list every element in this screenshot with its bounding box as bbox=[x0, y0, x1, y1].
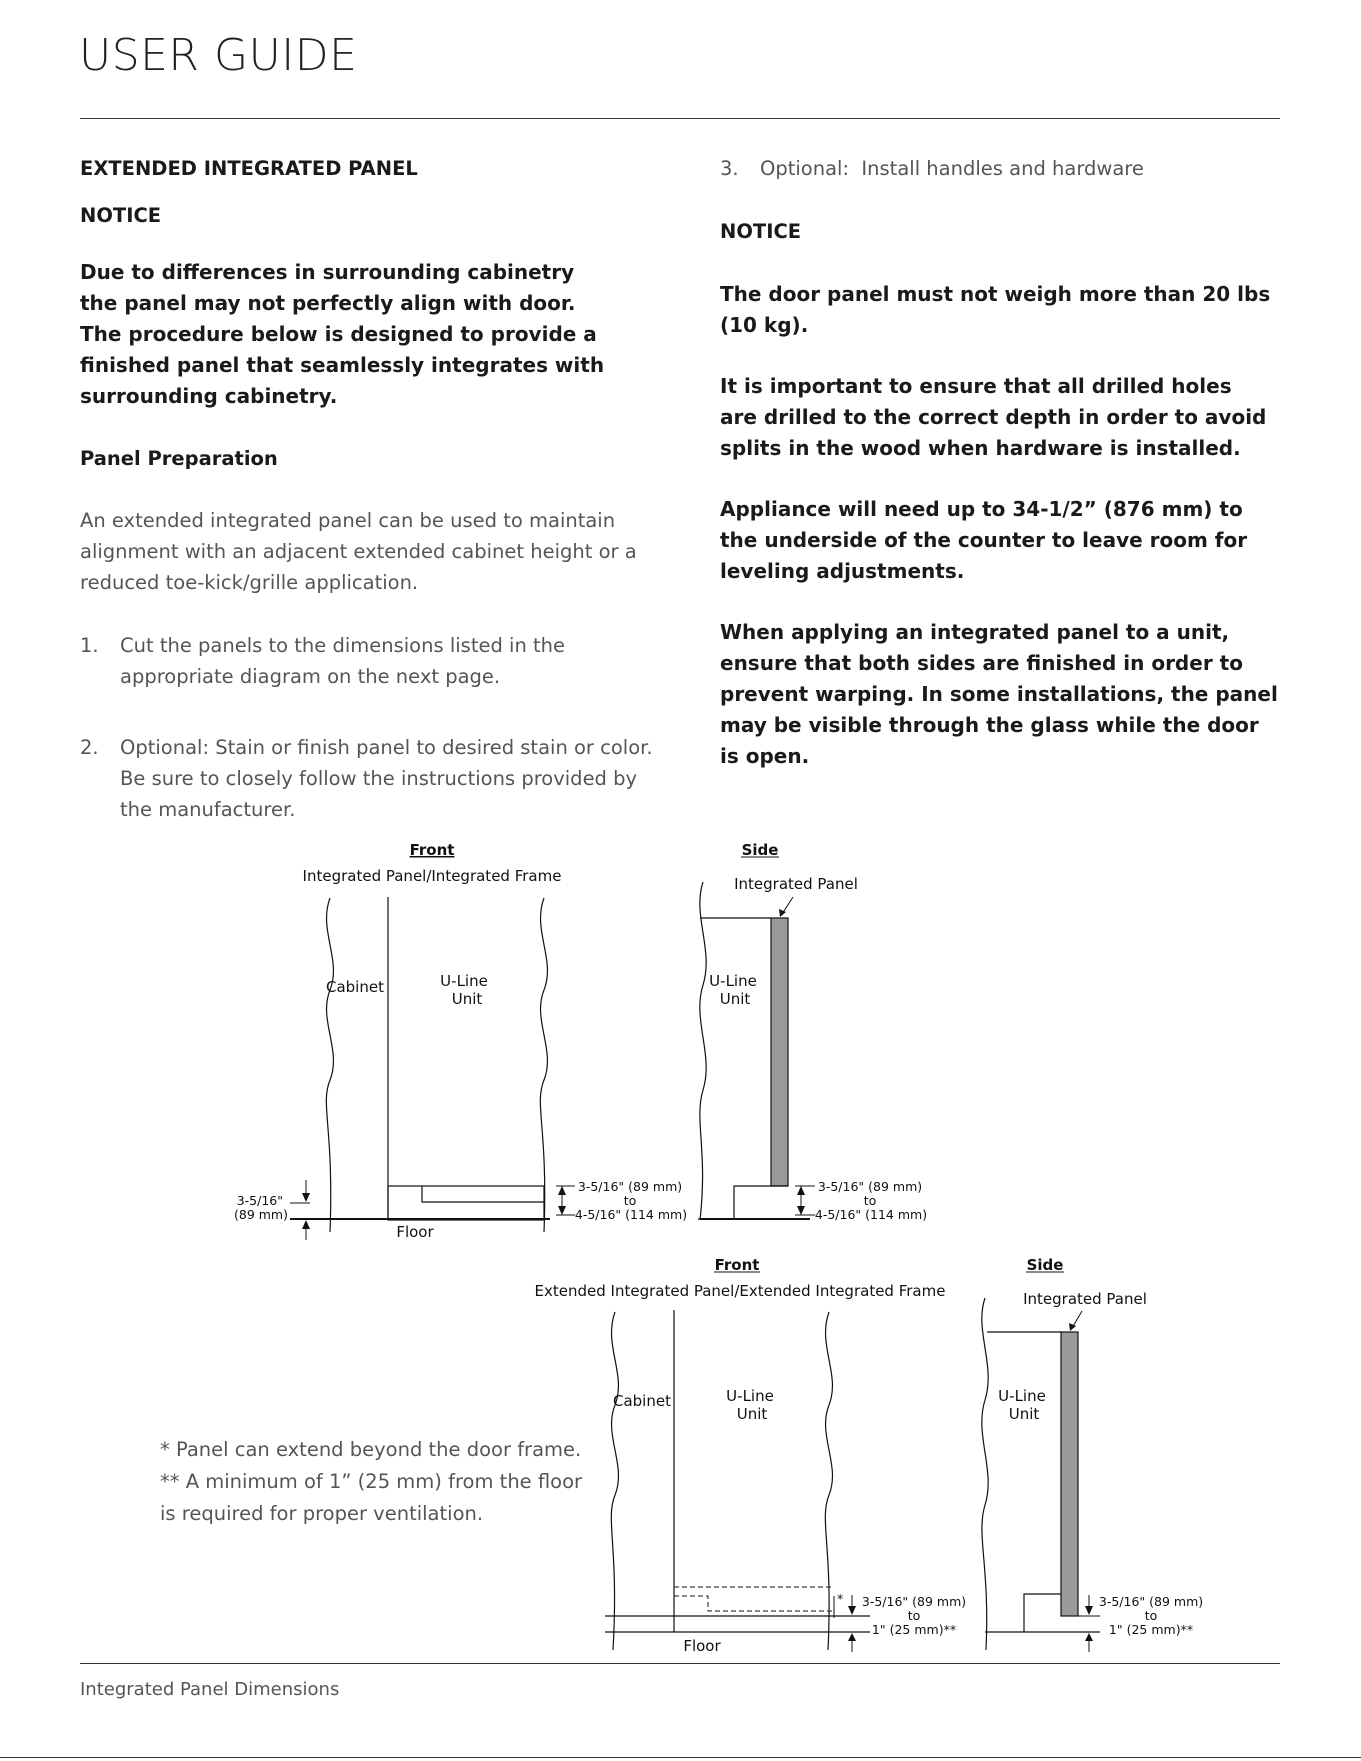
footnote-line: is required for proper ventilation. bbox=[160, 1502, 484, 1525]
notice-paragraph bbox=[720, 279, 1270, 341]
notice-paragraph bbox=[720, 371, 1266, 464]
floor-label: Floor bbox=[396, 1223, 434, 1241]
arrow-head bbox=[848, 1633, 856, 1641]
side-base bbox=[1024, 1594, 1061, 1632]
front-subtitle: Extended Integrated Panel/Extended Integrated Frame bbox=[534, 1282, 946, 1300]
side-panel-label: Integrated Panel bbox=[1023, 1290, 1147, 1308]
dim-label: 4-5/16" (114 mm) bbox=[814, 1207, 928, 1222]
footnote-line: ** A minimum of 1” (25 mm) from the floor bbox=[160, 1470, 583, 1493]
notice-label-right: NOTICE bbox=[720, 220, 802, 243]
header-divider bbox=[80, 118, 1280, 119]
arrow-head bbox=[1085, 1606, 1093, 1615]
unit-label: U-Line bbox=[998, 1387, 1046, 1405]
unit-label: Unit bbox=[719, 990, 751, 1008]
notice-text bbox=[80, 257, 604, 412]
cabinet-break-line bbox=[326, 898, 333, 1232]
arrow-head bbox=[558, 1186, 566, 1195]
step-number: 3. bbox=[720, 157, 739, 180]
side-base bbox=[698, 1186, 788, 1219]
step-line: Optional: Install handles and hardware bbox=[760, 157, 1144, 180]
step-line: Be sure to closely follow the instructions provided by bbox=[120, 767, 638, 790]
floor-label: Floor bbox=[683, 1637, 721, 1655]
dim-label: 3-5/16" (89 mm) bbox=[1098, 1594, 1204, 1609]
section-title: EXTENDED INTEGRATED PANEL bbox=[80, 157, 418, 180]
notice-line: The procedure below is designed to provide a bbox=[80, 322, 597, 346]
notice-line: When applying an integrated panel to a unit, bbox=[720, 620, 1230, 644]
side-title: Side bbox=[1026, 1256, 1064, 1274]
footnotes bbox=[160, 1434, 582, 1530]
side-break-line bbox=[982, 1298, 988, 1650]
dim-label: to bbox=[623, 1193, 637, 1208]
intro-line: reduced toe-kick/grille application. bbox=[80, 571, 419, 594]
panel-preparation-heading: Panel Preparation bbox=[80, 447, 278, 470]
footer-divider bbox=[80, 1663, 1280, 1664]
extended-panel-dashed bbox=[674, 1596, 834, 1611]
side-break-line bbox=[700, 882, 706, 1220]
star-label: * bbox=[837, 1591, 844, 1606]
notice-line: may be visible through the glass while the door bbox=[720, 713, 1259, 737]
notice-line: surrounding cabinetry. bbox=[80, 384, 338, 408]
cabinet-label: Cabinet bbox=[326, 978, 384, 996]
unit-label: U-Line bbox=[440, 972, 488, 990]
step-line: appropriate diagram on the next page. bbox=[120, 665, 501, 688]
intro-paragraph bbox=[80, 505, 637, 598]
notice-line: It is important to ensure that all drilled holes bbox=[720, 374, 1232, 398]
left-dim-label: 3-5/16" bbox=[236, 1193, 283, 1208]
notice-line: ensure that both sides are finished in order to bbox=[720, 651, 1243, 675]
notice-line: the panel may not perfectly align with door. bbox=[80, 291, 576, 315]
cabinet-break-line bbox=[611, 1312, 618, 1650]
arrow-head bbox=[302, 1220, 310, 1229]
side-title: Side bbox=[741, 841, 779, 859]
notice-line: finished panel that seamlessly integrates with bbox=[80, 353, 605, 377]
dim-label: 1" (25 mm)** bbox=[871, 1622, 957, 1637]
notice-line: are drilled to the correct depth in order to avoid bbox=[720, 405, 1267, 429]
notice-line: splits in the wood when hardware is installed. bbox=[720, 436, 1241, 460]
unit-break-line bbox=[825, 1312, 832, 1650]
step-line: the manufacturer. bbox=[120, 798, 296, 821]
arrow-head bbox=[558, 1206, 566, 1215]
left-dim-label: (89 mm) bbox=[234, 1207, 288, 1222]
page-bottom-edge bbox=[0, 1757, 1361, 1758]
arrow-head bbox=[797, 1186, 805, 1195]
arrow-head bbox=[797, 1206, 805, 1215]
notice-line: prevent warping. In some installations, the panel bbox=[720, 682, 1278, 706]
intro-line: alignment with an adjacent extended cabinet height or a bbox=[80, 540, 637, 563]
grille-step bbox=[422, 1186, 544, 1202]
notice-line: is open. bbox=[720, 744, 810, 768]
side-panel-label: Integrated Panel bbox=[734, 875, 858, 893]
page-title: USER GUIDE bbox=[79, 30, 358, 81]
unit-label: U-Line bbox=[709, 972, 757, 990]
arrow-head bbox=[302, 1193, 310, 1202]
notice-paragraph bbox=[720, 617, 1278, 772]
step-number: 1. bbox=[80, 634, 99, 657]
notice-line: leveling adjustments. bbox=[720, 559, 965, 583]
dim-label: to bbox=[1144, 1608, 1158, 1623]
unit-break-line bbox=[540, 898, 547, 1232]
step-1 bbox=[80, 630, 680, 700]
dim-label: to bbox=[863, 1193, 877, 1208]
front-title: Front bbox=[409, 841, 455, 859]
notice-line: (10 kg). bbox=[720, 313, 809, 337]
dim-label: 1" (25 mm)** bbox=[1108, 1622, 1194, 1637]
cabinet-label: Cabinet bbox=[613, 1392, 671, 1410]
unit-label: Unit bbox=[1008, 1405, 1040, 1423]
footer-caption: Integrated Panel Dimensions bbox=[80, 1679, 340, 1700]
integrated-panel-rect bbox=[1061, 1332, 1078, 1616]
dim-label: 4-5/16" (114 mm) bbox=[574, 1207, 688, 1222]
step-line: Cut the panels to the dimensions listed in the bbox=[120, 634, 566, 657]
arrow-head bbox=[848, 1606, 856, 1615]
notice-label: NOTICE bbox=[80, 204, 162, 227]
notice-line: The door panel must not weigh more than 20 lbs bbox=[720, 282, 1271, 306]
diagram-integrated-panel bbox=[0, 835, 1361, 1245]
intro-line: An extended integrated panel can be used to maintain bbox=[80, 509, 616, 532]
integrated-panel-rect bbox=[771, 918, 788, 1186]
grille-box bbox=[388, 1186, 544, 1220]
footnote-line: * Panel can extend beyond the door frame. bbox=[160, 1438, 582, 1461]
front-subtitle: Integrated Panel/Integrated Frame bbox=[302, 867, 562, 885]
step-number: 2. bbox=[80, 736, 99, 759]
notice-line: Appliance will need up to 34-1/2” (876 mm) to bbox=[720, 497, 1243, 521]
unit-label: Unit bbox=[451, 990, 483, 1008]
step-line: Optional: Stain or finish panel to desired stain or color. bbox=[120, 736, 653, 759]
arrow-head bbox=[1085, 1633, 1093, 1641]
arrow-head bbox=[1069, 1323, 1076, 1331]
dim-label: 3-5/16" (89 mm) bbox=[817, 1179, 923, 1194]
unit-label: Unit bbox=[736, 1405, 768, 1423]
dim-label: 3-5/16" (89 mm) bbox=[861, 1594, 967, 1609]
dim-label: 3-5/16" (89 mm) bbox=[577, 1179, 683, 1194]
front-title: Front bbox=[714, 1256, 760, 1274]
dim-label: to bbox=[907, 1608, 921, 1623]
notice-line: the underside of the counter to leave room for bbox=[720, 528, 1248, 552]
step-2 bbox=[80, 732, 680, 832]
notice-paragraph bbox=[720, 494, 1247, 587]
notice-line: Due to differences in surrounding cabinetry bbox=[80, 260, 575, 284]
step-3 bbox=[720, 153, 1280, 187]
unit-label: U-Line bbox=[726, 1387, 774, 1405]
